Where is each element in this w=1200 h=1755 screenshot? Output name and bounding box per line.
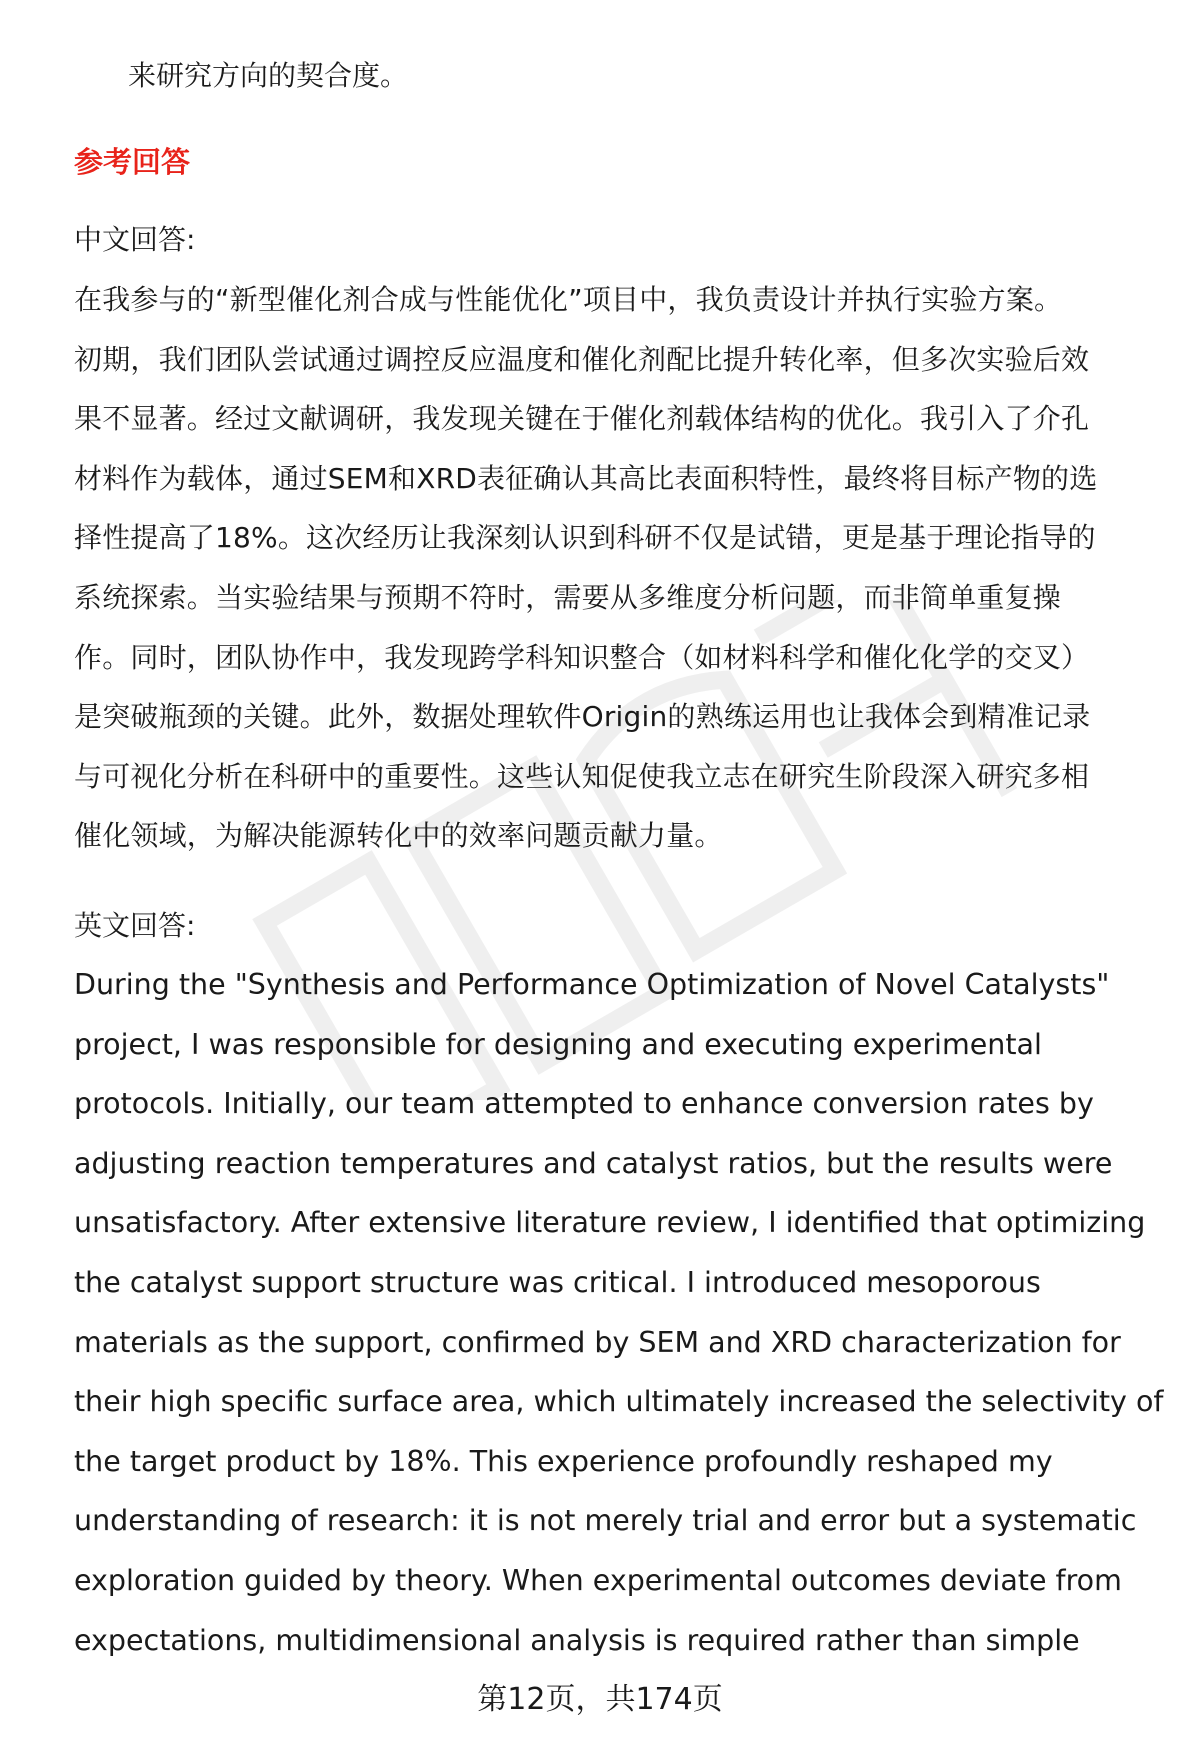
chinese-line: 材料作为载体，通过SEM和XRD表征确认其高比表面积特性，最终将目标产物的选 — [74, 461, 1098, 495]
english-line: the target product by 18%. This experience profoundly reshaped my — [74, 1444, 1053, 1478]
chinese-line: 初期，我们团队尝试通过调控反应温度和催化剂配比提升转化率，但多次实验后效 — [74, 342, 1090, 376]
english-line: unsatisfactory. After extensive literature review, I identified that optimizing — [74, 1206, 1146, 1240]
chinese-line: 作。同时，团队协作中，我发现跨学科知识整合（如材料科学和催化化学的交叉） — [74, 640, 1090, 674]
english-line: project, I was responsible for designing and executing experimental — [74, 1027, 1042, 1061]
section-title-reference-answer: 参考回答 — [74, 145, 191, 179]
continuation-text: 来研究方向的契合度。 — [128, 59, 409, 92]
english-line: understanding of research: it is not merely trial and error but a systematic — [74, 1504, 1137, 1538]
chinese-line: 催化领域，为解决能源转化中的效率问题贡献力量。 — [74, 819, 723, 853]
chinese-line: 果不显著。经过文献调研，我发现关键在于催化剂载体结构的优化。我引入了介孔 — [74, 402, 1090, 436]
english-line: materials as the support, confirmed by SEM and XRD characterization for — [74, 1325, 1121, 1359]
english-line: During the "Synthesis and Performance Optimization of Novel Catalysts" — [74, 968, 1110, 1001]
chinese-answer-paragraph — [74, 270, 1154, 866]
english-answer-paragraph — [74, 955, 1164, 1670]
english-line: their high specific surface area, which ultimately increased the selectivity of — [74, 1385, 1164, 1419]
chinese-line: 择性提高了18%。这次经历让我深刻认识到科研不仅是试错，更是基于理论指导的 — [74, 521, 1096, 555]
chinese-line: 系统探索。当实验结果与预期不符时，需要从多维度分析问题，而非简单重复操 — [74, 580, 1062, 614]
chinese-line: 是突破瓶颈的关键。此外，数据处理软件Origin的熟练运用也让我体会到精准记录 — [74, 700, 1091, 734]
english-line: expectations, multidimensional analysis is required rather than simple — [74, 1623, 1080, 1657]
english-line: the catalyst support structure was critical. I introduced mesoporous — [74, 1265, 1041, 1299]
english-line: exploration guided by theory. When experimental outcomes deviate from — [74, 1563, 1122, 1597]
english-answer-label: 英文回答: — [74, 909, 196, 942]
english-line: adjusting reaction temperatures and catalyst ratios, but the results were — [74, 1146, 1113, 1180]
page-number-footer: 第12页，共174页 — [477, 1682, 723, 1717]
english-line: protocols. Initially, our team attempted to enhance conversion rates by — [74, 1087, 1094, 1121]
chinese-line: 与可视化分析在科研中的重要性。这些认知促使我立志在研究生阶段深入研究多相 — [74, 759, 1090, 793]
chinese-answer-label: 中文回答: — [74, 223, 196, 256]
chinese-line: 在我参与的“新型催化剂合成与性能优化”项目中，我负责设计并执行实验方案。 — [74, 283, 1063, 316]
